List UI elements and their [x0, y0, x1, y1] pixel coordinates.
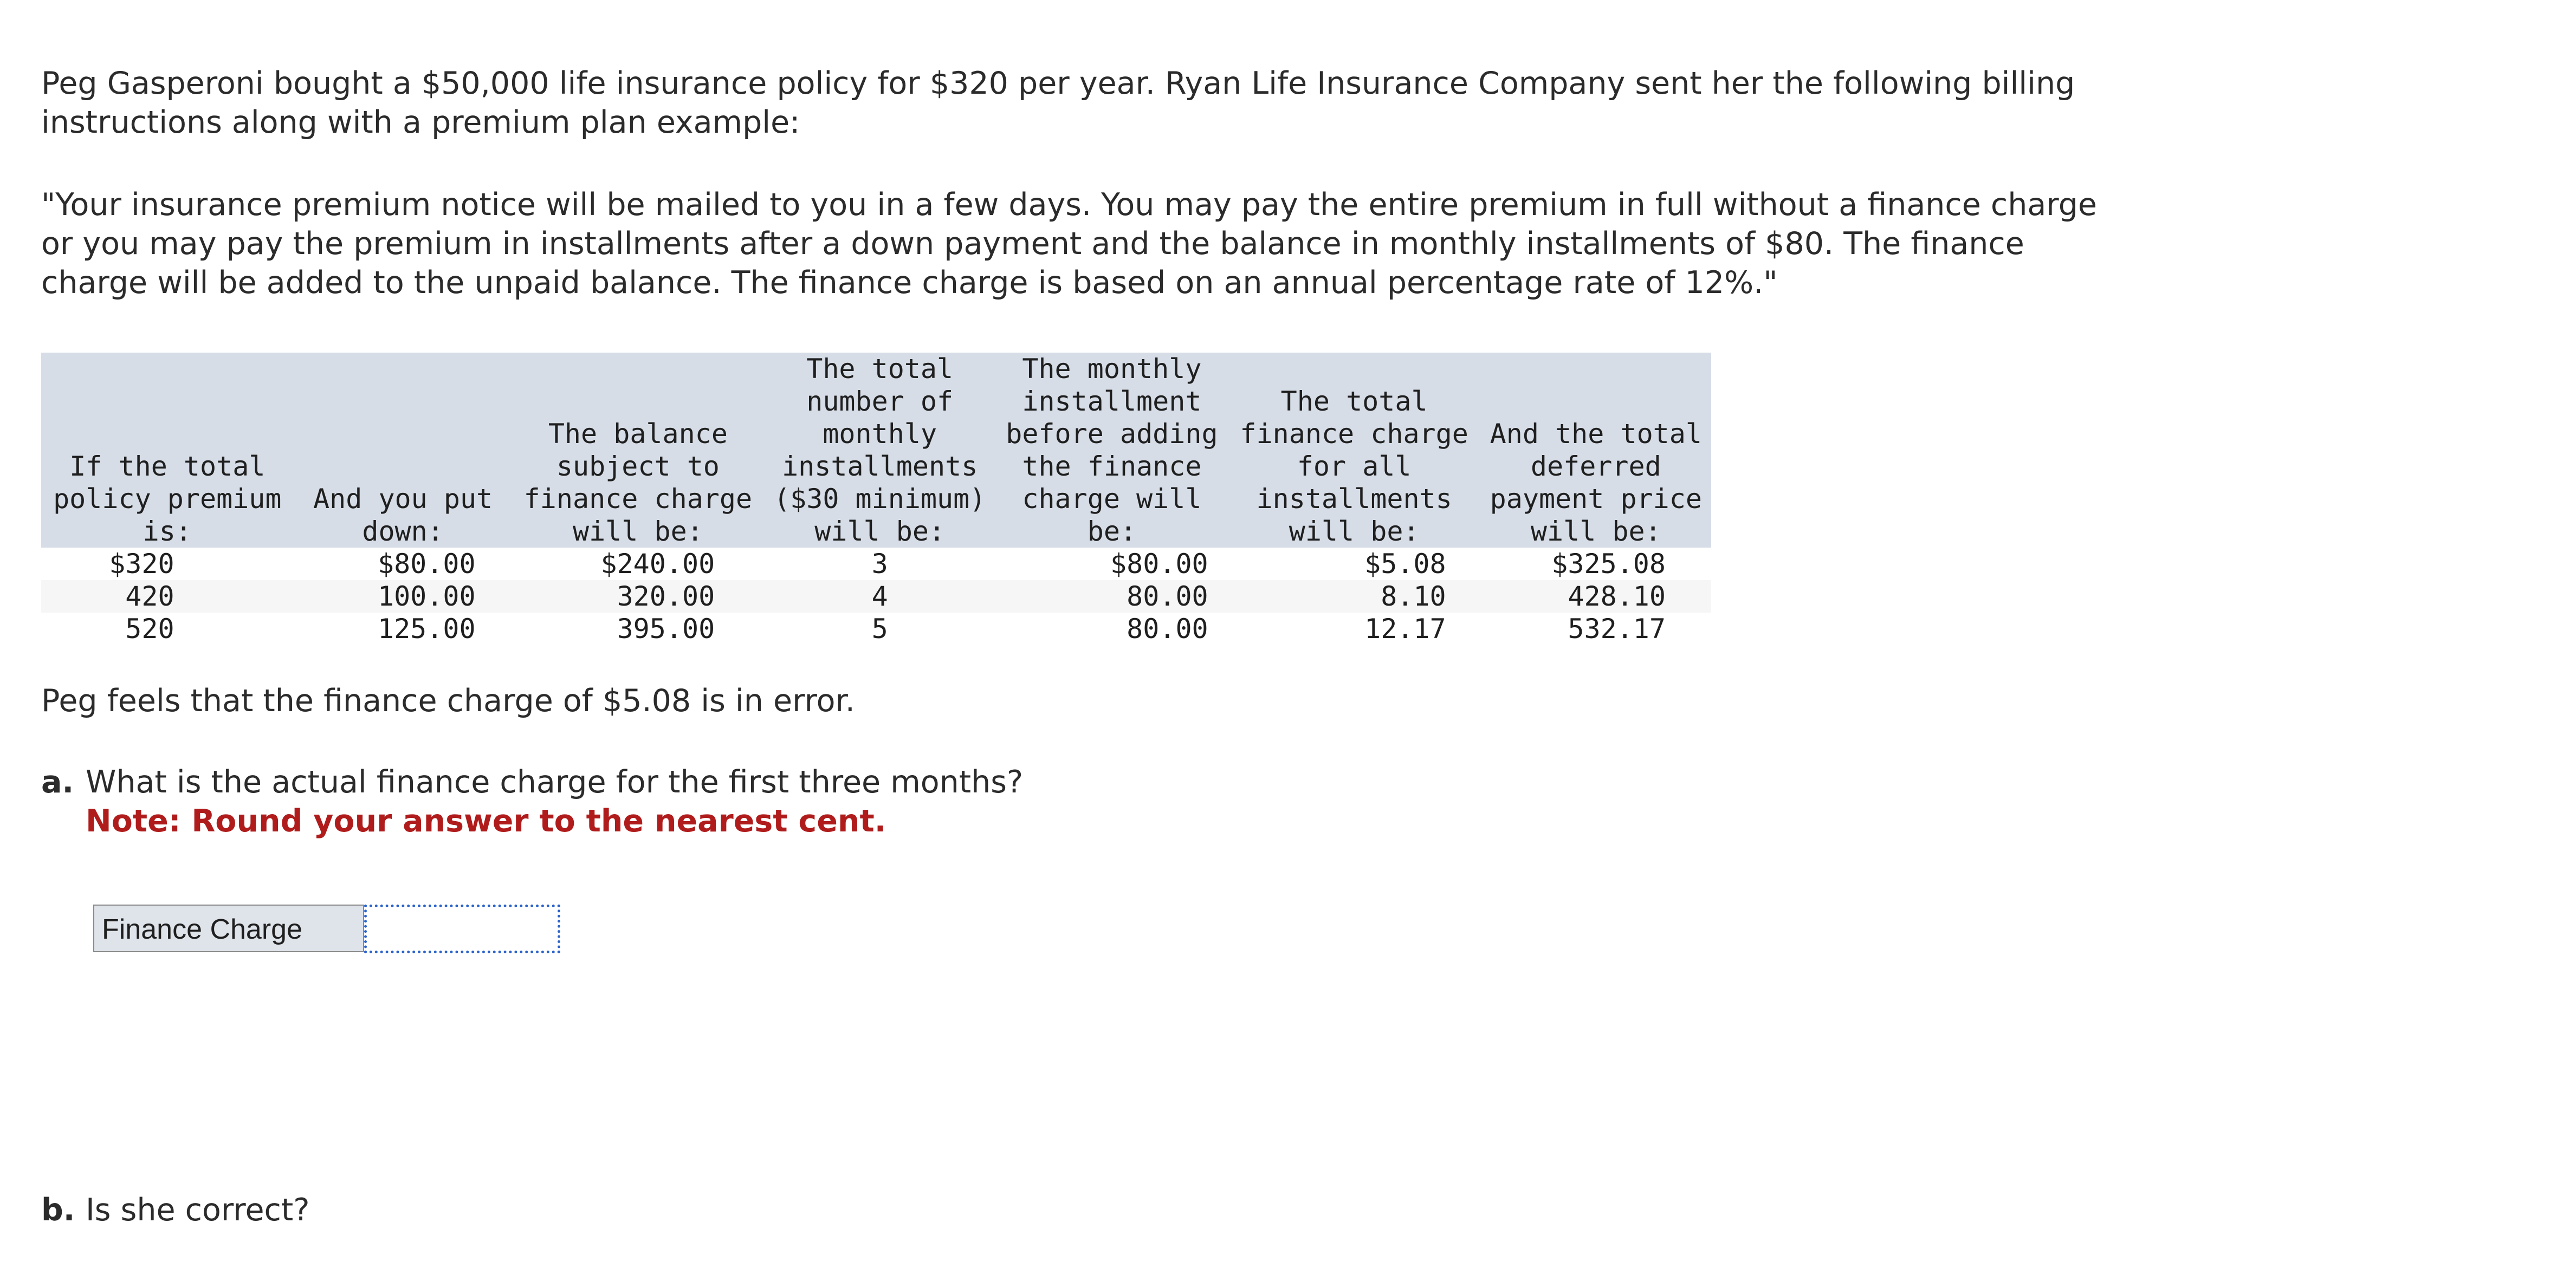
- premium-plan-table: [41, 353, 1711, 645]
- header-total-premium: If the total policy premium is:: [41, 353, 294, 548]
- cell-finance-charge: 12.17: [1364, 613, 1446, 645]
- cell-premium: 520: [125, 613, 174, 645]
- cell-premium: 420: [41, 580, 294, 613]
- finance-charge-input[interactable]: [364, 905, 560, 953]
- cell-balance: $240.00: [600, 548, 715, 580]
- cell-balance: 320.00: [513, 580, 764, 613]
- cell-installments: 5: [871, 613, 888, 645]
- cell-deferred-price: 428.10: [1481, 580, 1711, 613]
- header-deferred-price: And the total deferred payment price will be:: [1481, 353, 1711, 548]
- question-a-text: What is the actual finance charge for the first three months?: [86, 764, 1024, 800]
- header-balance: The balance subject to finance charge will be:: [513, 353, 764, 548]
- question-b-letter: b.: [41, 1192, 75, 1228]
- intro-paragraph-1: Peg Gasperoni bought a $50,000 life insurance policy for $320 per year. Ryan Life Insurance Company sent her the following billing instructions along with a premium plan example:: [41, 66, 2075, 140]
- cell-premium: $320: [109, 548, 174, 580]
- cell-monthly: $80.00: [1110, 548, 1208, 580]
- cell-finance-charge: 8.10: [1228, 580, 1481, 613]
- table-row: [41, 613, 1711, 645]
- header-monthly-installment: The monthly installment before adding the finance charge will be:: [996, 353, 1227, 548]
- question-a-letter: a.: [41, 764, 74, 800]
- cell-balance: 395.00: [617, 613, 715, 645]
- cell-deferred-price: 532.17: [1568, 613, 1666, 645]
- intro-paragraph-2: "Your insurance premium notice will be mailed to you in a few days. You may pay the entire premium in full without a finance charge or you may pay the premium in installments after a down payment and the balance in monthly installments of $80. The finance charge will be added to the unpaid balance. The finance charge is based on an annual percentage rate of 12%.": [41, 187, 2097, 301]
- cell-installments: 3: [871, 548, 888, 580]
- table-row: [41, 580, 1711, 613]
- rounding-note: Note: Round your answer to the nearest cent.: [86, 803, 886, 839]
- header-down-payment: And you put down:: [294, 353, 513, 548]
- cell-monthly: 80.00: [996, 580, 1227, 613]
- cell-finance-charge: $5.08: [1364, 548, 1446, 580]
- table-header-row: [41, 353, 1711, 548]
- header-finance-charge: The total finance charge for all installments will be:: [1228, 353, 1481, 548]
- finance-charge-label: Finance Charge: [93, 905, 364, 952]
- finance-charge-answer-row: [93, 905, 560, 953]
- header-number-installments: The total number of monthly installments ($30 minimum) will be:: [763, 353, 996, 548]
- cell-deferred-price: $325.08: [1551, 548, 1666, 580]
- question-b: [41, 1191, 309, 1230]
- peg-feels-statement: Peg feels that the finance charge of $5.08 is in error.: [41, 683, 855, 719]
- problem-content: [41, 64, 2154, 1228]
- cell-down: 100.00: [294, 580, 513, 613]
- table-row: [41, 548, 1711, 580]
- question-a: [41, 763, 1023, 802]
- cell-installments: 4: [763, 580, 996, 613]
- question-b-text: Is she correct?: [86, 1192, 310, 1228]
- cell-down: 125.00: [377, 613, 476, 645]
- cell-down: $80.00: [377, 548, 476, 580]
- cell-monthly: 80.00: [1127, 613, 1208, 645]
